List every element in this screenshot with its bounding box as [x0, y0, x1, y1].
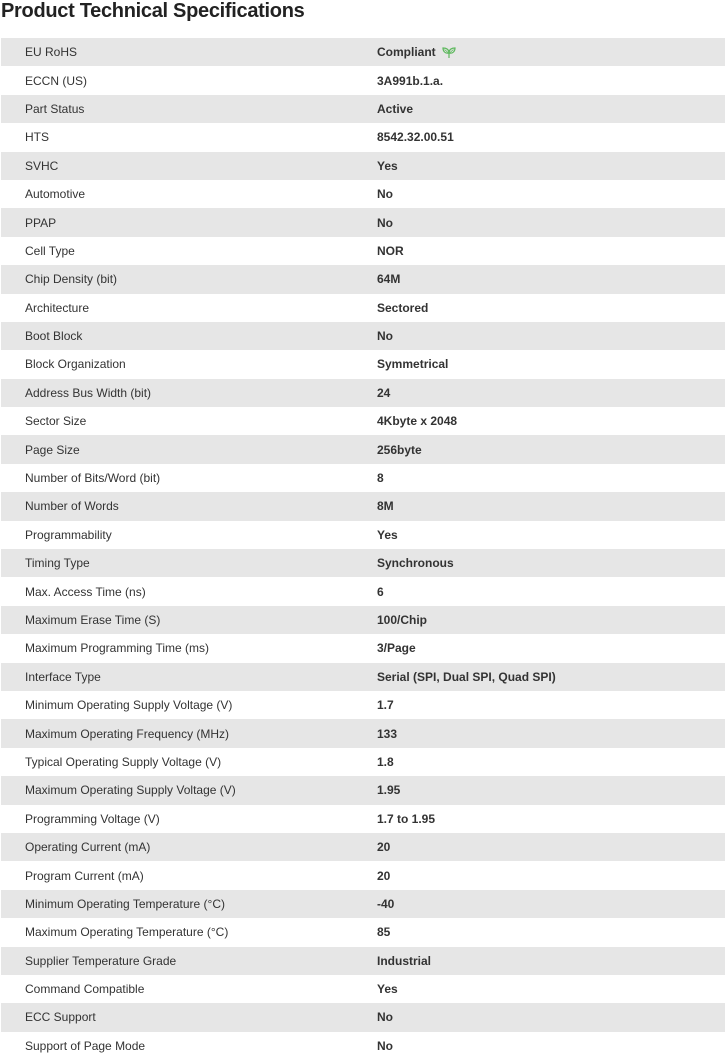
spec-row [1, 208, 725, 236]
spec-value-cell [377, 663, 725, 691]
spec-value: 3A991b.1.a. [377, 73, 444, 88]
spec-name: Page Size [1, 435, 377, 463]
spec-name: Address Bus Width (bit) [1, 379, 377, 407]
spec-row [1, 407, 725, 435]
spec-name: Program Current (mA) [1, 861, 377, 889]
spec-value-cell [377, 577, 725, 605]
spec-value-cell [377, 748, 725, 776]
spec-value-cell [377, 95, 725, 123]
spec-value: Symmetrical [377, 357, 449, 372]
spec-value-cell [377, 805, 725, 833]
spec-value: NOR [377, 243, 404, 258]
spec-row [1, 1032, 725, 1060]
spec-name: Supplier Temperature Grade [1, 947, 377, 975]
spec-value: 20 [377, 868, 391, 883]
spec-value: No [377, 1010, 393, 1025]
spec-value: 24 [377, 385, 391, 400]
spec-value: Synchronous [377, 556, 454, 571]
spec-name: Maximum Programming Time (ms) [1, 634, 377, 662]
spec-value-cell [377, 634, 725, 662]
spec-value-cell [377, 379, 725, 407]
spec-value: No [377, 215, 393, 230]
spec-row [1, 805, 725, 833]
spec-name: Maximum Operating Supply Voltage (V) [1, 776, 377, 804]
spec-value: 64M [377, 272, 401, 287]
leaf-icon [442, 47, 456, 59]
spec-value: No [377, 187, 393, 202]
spec-name: PPAP [1, 208, 377, 236]
page-title: Product Technical Specifications [1, 0, 305, 22]
spec-value-cell [377, 265, 725, 293]
spec-value: Industrial [377, 953, 432, 968]
spec-value: 1.7 [377, 698, 394, 713]
spec-value-cell [377, 180, 725, 208]
spec-value-cell [377, 606, 725, 634]
spec-row [1, 890, 725, 918]
spec-value-cell [377, 208, 725, 236]
spec-value-cell [377, 975, 725, 1003]
spec-value: 256byte [377, 442, 422, 457]
spec-row [1, 265, 725, 293]
spec-value: No [377, 329, 393, 344]
spec-row [1, 464, 725, 492]
spec-value: -40 [377, 896, 395, 911]
spec-row [1, 719, 725, 747]
spec-row [1, 379, 725, 407]
spec-row [1, 634, 725, 662]
spec-row [1, 237, 725, 265]
spec-value: 1.7 to 1.95 [377, 811, 436, 826]
spec-value-cell [377, 947, 725, 975]
spec-value-cell [377, 691, 725, 719]
spec-value-cell [377, 1032, 725, 1060]
spec-value: 8M [377, 499, 394, 514]
spec-value: 1.8 [377, 754, 394, 769]
spec-row [1, 606, 725, 634]
spec-value: Serial (SPI, Dual SPI, Quad SPI) [377, 669, 556, 684]
spec-name: Programmability [1, 521, 377, 549]
spec-row [1, 350, 725, 378]
spec-name: Chip Density (bit) [1, 265, 377, 293]
spec-value-cell [377, 492, 725, 520]
spec-name: Number of Bits/Word (bit) [1, 464, 377, 492]
spec-name: Typical Operating Supply Voltage (V) [1, 748, 377, 776]
spec-row [1, 663, 725, 691]
spec-row [1, 1003, 725, 1031]
spec-row [1, 947, 725, 975]
spec-row [1, 918, 725, 946]
spec-value: Active [377, 101, 414, 116]
spec-row [1, 435, 725, 463]
spec-value: No [377, 1038, 393, 1053]
spec-value-cell [377, 152, 725, 180]
spec-name: Minimum Operating Supply Voltage (V) [1, 691, 377, 719]
spec-row [1, 322, 725, 350]
spec-row [1, 833, 725, 861]
spec-name: ECC Support [1, 1003, 377, 1031]
spec-value: 1.95 [377, 783, 401, 798]
spec-value-cell [377, 38, 725, 66]
spec-value: 4Kbyte x 2048 [377, 414, 458, 429]
spec-row [1, 549, 725, 577]
spec-value-cell [377, 1003, 725, 1031]
spec-row [1, 577, 725, 605]
spec-name: SVHC [1, 152, 377, 180]
spec-value-cell [377, 464, 725, 492]
spec-name: Interface Type [1, 663, 377, 691]
spec-name: Operating Current (mA) [1, 833, 377, 861]
spec-value-cell [377, 918, 725, 946]
spec-name: Programming Voltage (V) [1, 805, 377, 833]
spec-name: Maximum Operating Temperature (°C) [1, 918, 377, 946]
spec-value-cell [377, 890, 725, 918]
spec-name: Maximum Operating Frequency (MHz) [1, 719, 377, 747]
spec-name: Architecture [1, 294, 377, 322]
spec-table [1, 38, 725, 1060]
spec-name: Max. Access Time (ns) [1, 577, 377, 605]
spec-value-cell [377, 322, 725, 350]
spec-value-cell [377, 350, 725, 378]
spec-row [1, 748, 725, 776]
spec-value: 100/Chip [377, 613, 428, 627]
spec-value: 8542.32.00.51 [377, 130, 454, 145]
spec-row [1, 776, 725, 804]
spec-name: Maximum Erase Time (S) [1, 606, 377, 634]
spec-value: 133 [377, 726, 398, 741]
spec-name: Support of Page Mode [1, 1032, 377, 1060]
spec-name: ECCN (US) [1, 66, 377, 94]
spec-value-cell [377, 549, 725, 577]
spec-row [1, 180, 725, 208]
spec-row [1, 492, 725, 520]
spec-row [1, 123, 725, 151]
spec-value: Compliant [377, 45, 436, 60]
spec-row [1, 975, 725, 1003]
spec-name: HTS [1, 123, 377, 151]
spec-value-cell [377, 776, 725, 804]
spec-row [1, 861, 725, 889]
spec-value: 8 [377, 471, 384, 486]
spec-table-body [1, 38, 725, 1060]
spec-name: Number of Words [1, 492, 377, 520]
spec-value: Yes [377, 158, 398, 173]
spec-value: 20 [377, 840, 391, 855]
spec-row [1, 521, 725, 549]
spec-name: Boot Block [1, 322, 377, 350]
spec-name: Part Status [1, 95, 377, 123]
spec-value-cell [377, 237, 725, 265]
spec-value: 6 [377, 584, 384, 599]
spec-name: Cell Type [1, 237, 377, 265]
spec-value: 3/Page [377, 641, 416, 656]
spec-row [1, 66, 725, 94]
spec-row [1, 294, 725, 322]
spec-name: Timing Type [1, 549, 377, 577]
spec-value-cell [377, 407, 725, 435]
spec-value: Yes [377, 982, 398, 997]
spec-value-cell [377, 521, 725, 549]
spec-value-cell [377, 719, 725, 747]
spec-value-cell [377, 833, 725, 861]
spec-value-cell [377, 123, 725, 151]
spec-row [1, 152, 725, 180]
spec-name: Command Compatible [1, 975, 377, 1003]
spec-value-cell [377, 435, 725, 463]
spec-name: EU RoHS [1, 38, 377, 66]
spec-value: 85 [377, 925, 391, 940]
spec-value-cell [377, 294, 725, 322]
spec-value: Yes [377, 527, 398, 542]
spec-row [1, 95, 725, 123]
spec-value-cell [377, 861, 725, 889]
spec-name: Automotive [1, 180, 377, 208]
spec-name: Block Organization [1, 350, 377, 378]
spec-value: Sectored [377, 300, 429, 315]
spec-name: Sector Size [1, 407, 377, 435]
spec-value-cell [377, 66, 725, 94]
spec-row [1, 691, 725, 719]
spec-row [1, 38, 725, 66]
spec-name: Minimum Operating Temperature (°C) [1, 890, 377, 918]
